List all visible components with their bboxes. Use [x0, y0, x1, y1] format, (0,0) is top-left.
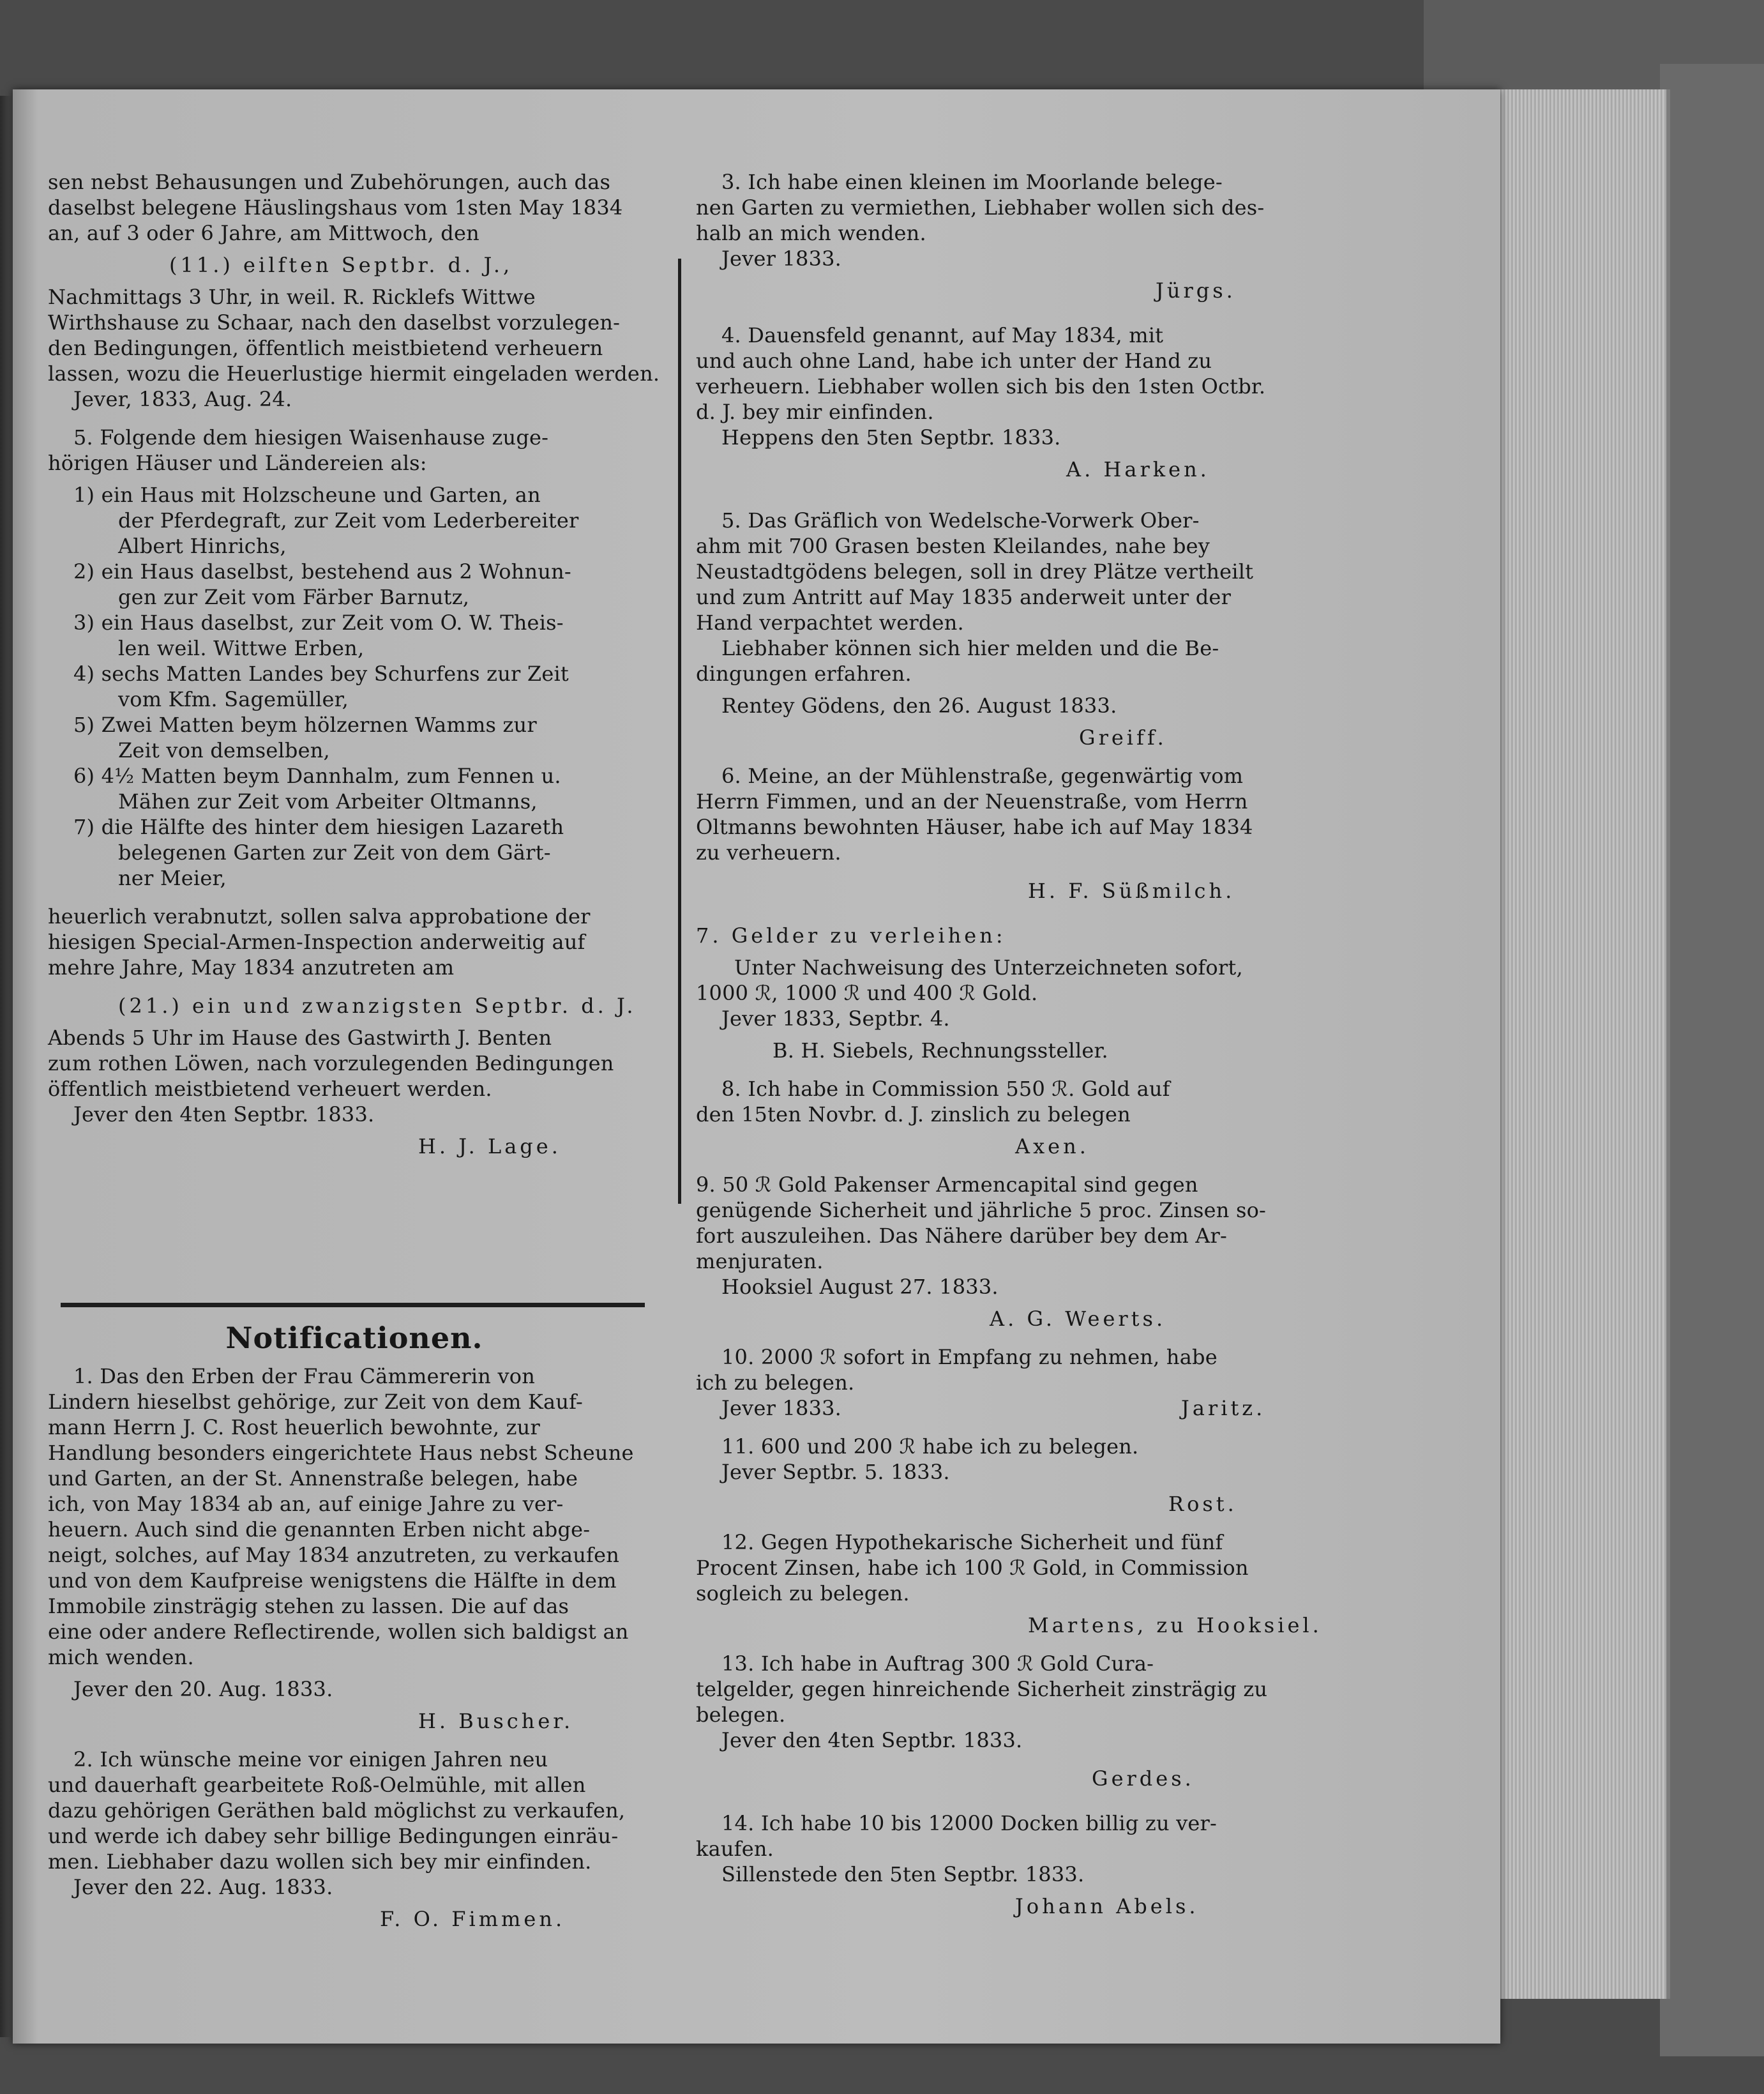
- right-line-30: B. H. Siebels, Rechnungssteller.: [773, 1038, 1108, 1063]
- left-line-22: Zeit von demselben,: [118, 738, 330, 762]
- right-line-3: halb an mich wenden.: [696, 221, 926, 245]
- left-line-4: (11.) eilften Septbr. d. J.,: [169, 253, 513, 277]
- right-line-19: Rentey Gödens, den 26. August 1833.: [721, 694, 1117, 718]
- page-stack-edge: [1500, 89, 1670, 1999]
- left-line-49: mich wenden.: [48, 1645, 194, 1669]
- right-line-48: Procent Zinsen, habe ich 100 ℛ Gold, in Commission: [696, 1556, 1249, 1580]
- right-line-8: verheuern. Liebhaber wollen sich bis den 1sten Octbr.: [696, 374, 1266, 398]
- right-line-20: Greiff.: [1079, 725, 1167, 750]
- right-line-44: 11. 600 und 200 ℛ habe ich zu belegen.: [721, 1434, 1139, 1459]
- right-line-4: Jever 1833.: [721, 247, 842, 271]
- document-page: [13, 89, 1500, 2044]
- right-line-46: Rost.: [1168, 1492, 1237, 1516]
- left-line-23: 6) 4½ Matten beym Dannhalm, zum Fennen u.: [73, 764, 561, 788]
- right-line-14: Neustadtgödens belegen, soll in drey Plätze vertheilt: [696, 559, 1254, 584]
- left-line-48: eine oder andere Reflectirende, wollen sich baldigst an: [48, 1620, 629, 1644]
- left-line-13: der Pferdegraft, zur Zeit vom Lederbereiter: [118, 508, 579, 533]
- left-line-34: öffentlich meistbietend verheuert werden.: [48, 1077, 492, 1101]
- right-line-29: Jever 1833, Septbr. 4.: [721, 1006, 950, 1031]
- left-line-45: neigt, solches, auf May 1834 anzutreten, zu verkaufen: [48, 1543, 620, 1567]
- right-line-10: Heppens den 5ten Septbr. 1833.: [721, 425, 1061, 450]
- left-line-30: mehre Jahre, May 1834 anzutreten am: [48, 955, 455, 980]
- left-line-55: und werde ich dabey sehr billige Bedingungen einräu-: [48, 1824, 619, 1848]
- section-rule: [61, 1303, 645, 1307]
- right-line-25: H. F. Süßmilch.: [1028, 879, 1235, 903]
- right-line-13: ahm mit 700 Grasen besten Kleilandes, nahe bey: [696, 534, 1210, 558]
- right-line-2: nen Garten zu vermiethen, Liebhaber wollen sich des-: [696, 195, 1265, 220]
- right-line-11: A. Harken.: [1066, 457, 1210, 482]
- left-line-58: F. O. Fimmen.: [380, 1907, 566, 1931]
- left-line-50: Jever den 20. Aug. 1833.: [73, 1677, 333, 1701]
- left-line-15: 2) ein Haus daselbst, bestehend aus 2 Wohnun-: [73, 559, 571, 584]
- left-line-2: daselbst belegene Häuslingshaus vom 1sten May 1834: [48, 195, 623, 220]
- left-line-11: hörigen Häuser und Ländereien als:: [48, 451, 427, 475]
- right-line-16: Hand verpachtet werden.: [696, 611, 964, 635]
- right-line-36: fort auszuleihen. Das Nähere darüber bey dem Ar-: [696, 1224, 1228, 1248]
- right-line-37: menjuraten.: [696, 1249, 824, 1273]
- left-line-39: Lindern hieselbst gehörige, zur Zeit von dem Kauf-: [48, 1390, 584, 1414]
- left-line-40: mann Herrn J. C. Rost heuerlich bewohnte, zur: [48, 1415, 540, 1439]
- right-line-40: 10. 2000 ℛ sofort in Empfang zu nehmen, habe: [721, 1345, 1217, 1369]
- section-heading: Notificationen.: [225, 1321, 483, 1355]
- left-line-32: Abends 5 Uhr im Hause des Gastwirth J. Benten: [48, 1026, 552, 1050]
- left-line-38: 1. Das den Erben der Frau Cämmererin von: [73, 1364, 536, 1388]
- right-line-1: 3. Ich habe einen kleinen im Moorlande belege-: [721, 170, 1223, 194]
- right-line-34: 9. 50 ℛ Gold Pakenser Armencapital sind gegen: [696, 1172, 1198, 1197]
- left-line-8: lassen, wozu die Heuerlustige hiermit eingeladen werden.: [48, 361, 660, 386]
- left-line-7: den Bedingungen, öffentlich meistbietend verheuern: [48, 336, 603, 360]
- right-line-55: Gerdes.: [1092, 1766, 1195, 1791]
- right-line-12: 5. Das Gräflich von Wedelsche-Vorwerk Ober-: [721, 508, 1200, 533]
- left-line-31: (21.) ein und zwanzigsten Septbr. d. J.: [118, 994, 637, 1018]
- left-line-43: ich, von May 1834 ab an, auf einige Jahre zu ver-: [48, 1492, 564, 1516]
- left-line-26: belegenen Garten zur Zeit von dem Gärt-: [118, 840, 551, 865]
- right-line-6: 4. Dauensfeld genannt, auf May 1834, mit: [721, 323, 1164, 347]
- left-line-18: len weil. Wittwe Erben,: [118, 636, 365, 660]
- right-line-53: belegen.: [696, 1703, 786, 1727]
- left-line-57: Jever den 22. Aug. 1833.: [73, 1875, 333, 1899]
- left-line-24: Mähen zur Zeit vom Arbeiter Oltmanns,: [118, 789, 538, 814]
- left-line-52: 2. Ich wünsche meine vor einigen Jahren neu: [73, 1747, 548, 1772]
- column-divider: [678, 259, 681, 1204]
- right-line-32: den 15ten Novbr. d. J. zinslich zu belegen: [696, 1102, 1131, 1127]
- right-line-59: Johann Abels.: [1015, 1894, 1199, 1918]
- right-line-47: 12. Gegen Hypothekarische Sicherheit und fünf: [721, 1530, 1223, 1554]
- right-line-52: telgelder, gegen hinreichende Sicherheit zinsträgig zu: [696, 1677, 1268, 1701]
- left-line-21: 5) Zwei Matten beym hölzernen Wamms zur: [73, 713, 537, 737]
- right-line-43: Jaritz.: [1181, 1396, 1266, 1420]
- left-line-16: gen zur Zeit vom Färber Barnutz,: [118, 585, 470, 609]
- left-line-36: H. J. Lage.: [418, 1134, 561, 1158]
- right-line-39: A. G. Weerts.: [990, 1307, 1166, 1331]
- left-line-27: ner Meier,: [118, 866, 227, 890]
- left-line-28: heuerlich verabnutzt, sollen salva approbatione der: [48, 904, 591, 929]
- right-line-49: sogleich zu belegen.: [696, 1581, 910, 1605]
- right-line-28: 1000 ℛ, 1000 ℛ und 400 ℛ Gold.: [696, 981, 1038, 1005]
- left-line-6: Wirthshause zu Schaar, nach den daselbst vorzulegen-: [48, 310, 621, 335]
- left-line-56: men. Liebhaber dazu wollen sich bey mir einfinden.: [48, 1849, 592, 1874]
- left-line-35: Jever den 4ten Septbr. 1833.: [73, 1102, 375, 1127]
- left-line-1: sen nebst Behausungen und Zubehörungen, auch das: [48, 170, 611, 194]
- right-line-5: Jürgs.: [1156, 278, 1236, 303]
- left-line-17: 3) ein Haus daselbst, zur Zeit vom O. W. Theis-: [73, 611, 564, 635]
- left-line-44: heuern. Auch sind die genannten Erben nicht abge-: [48, 1517, 591, 1542]
- right-line-22: Herrn Fimmen, und an der Neuenstraße, vom Herrn: [696, 789, 1248, 814]
- right-line-35: genügende Sicherheit und jährliche 5 proc. Zinsen so-: [696, 1198, 1267, 1222]
- left-line-51: H. Buscher.: [418, 1709, 574, 1733]
- right-line-18: dingungen erfahren.: [696, 662, 912, 686]
- left-line-29: hiesigen Special-Armen-Inspection anderweitig auf: [48, 930, 585, 954]
- left-line-42: und Garten, an der St. Annenstraße belegen, habe: [48, 1466, 578, 1491]
- right-line-58: Sillenstede den 5ten Septbr. 1833.: [721, 1862, 1085, 1886]
- right-line-17: Liebhaber können sich hier melden und die Be-: [721, 636, 1219, 660]
- right-line-45: Jever Septbr. 5. 1833.: [721, 1460, 950, 1484]
- left-line-41: Handlung besonders eingerichtete Haus nebst Scheune: [48, 1441, 634, 1465]
- right-line-41: ich zu belegen.: [696, 1370, 855, 1395]
- right-line-23: Oltmanns bewohnten Häuser, habe ich auf May 1834: [696, 815, 1253, 839]
- book-cover: [1660, 64, 1764, 2056]
- left-line-5: Nachmittags 3 Uhr, in weil. R. Ricklefs Wittwe: [48, 285, 536, 309]
- right-line-24: zu verheuern.: [696, 840, 841, 865]
- left-line-25: 7) die Hälfte des hinter dem hiesigen Lazareth: [73, 815, 564, 839]
- left-line-53: und dauerhaft gearbeitete Roß-Oelmühle, mit allen: [48, 1773, 586, 1797]
- right-line-31: 8. Ich habe in Commission 550 ℛ. Gold auf: [721, 1077, 1170, 1101]
- right-line-51: 13. Ich habe in Auftrag 300 ℛ Gold Cura-: [721, 1651, 1154, 1676]
- left-line-20: vom Kfm. Sagemüller,: [118, 687, 349, 711]
- left-line-54: dazu gehörigen Geräthen bald möglichst zu verkaufen,: [48, 1798, 626, 1823]
- left-line-3: an, auf 3 oder 6 Jahre, am Mittwoch, den: [48, 221, 479, 245]
- right-line-27: Unter Nachweisung des Unterzeichneten sofort,: [734, 955, 1243, 980]
- right-line-54: Jever den 4ten Septbr. 1833.: [721, 1728, 1023, 1752]
- left-line-47: Immobile zinsträgig stehen zu lassen. Die auf das: [48, 1594, 569, 1618]
- right-line-9: d. J. bey mir einfinden.: [696, 400, 934, 424]
- right-line-50: Martens, zu Hooksiel.: [1028, 1613, 1322, 1637]
- right-line-33: Axen.: [1015, 1134, 1089, 1158]
- right-line-57: kaufen.: [696, 1837, 774, 1861]
- left-line-19: 4) sechs Matten Landes bey Schurfens zur Zeit: [73, 662, 569, 686]
- right-line-26: 7. Gelder zu verleihen:: [696, 923, 1006, 948]
- left-line-46: und von dem Kaufpreise wenigstens die Hälfte in dem: [48, 1568, 617, 1593]
- right-line-21: 6. Meine, an der Mühlenstraße, gegenwärtig vom: [721, 764, 1244, 788]
- right-line-7: und auch ohne Land, habe ich unter der Hand zu: [696, 349, 1212, 373]
- right-line-56: 14. Ich habe 10 bis 12000 Docken billig zu ver-: [721, 1811, 1217, 1835]
- left-line-12: 1) ein Haus mit Holzscheune und Garten, an: [73, 483, 541, 507]
- right-line-15: und zum Antritt auf May 1835 anderweit unter der: [696, 585, 1232, 609]
- left-line-14: Albert Hinrichs,: [118, 534, 287, 558]
- right-line-42: Jever 1833.: [721, 1396, 842, 1420]
- left-line-33: zum rothen Löwen, nach vorzulegenden Bedingungen: [48, 1051, 614, 1075]
- left-line-9: Jever, 1833, Aug. 24.: [73, 387, 292, 411]
- right-line-38: Hooksiel August 27. 1833.: [721, 1275, 999, 1299]
- left-line-10: 5. Folgende dem hiesigen Waisenhause zuge-: [73, 425, 549, 450]
